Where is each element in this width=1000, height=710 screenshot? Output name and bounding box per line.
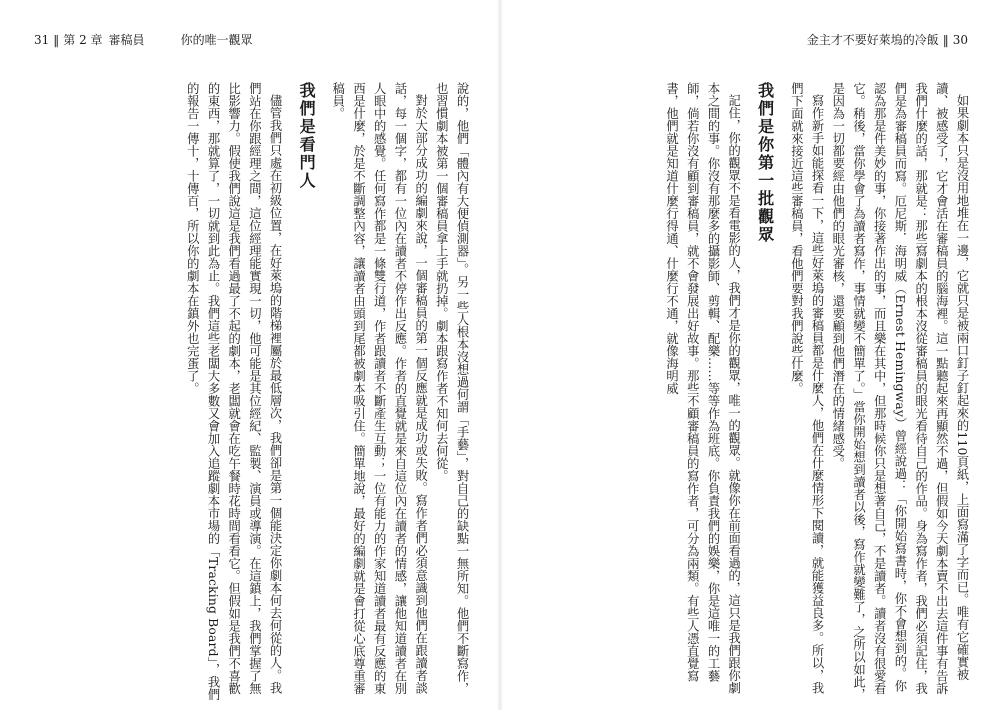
section-heading-first-audience: 我們是你第一批觀眾 — [755, 82, 775, 244]
right-page-body — [570, 82, 972, 702]
chapter-title: 審稿員 — [108, 33, 145, 47]
paragraph: 記住，你的觀眾不是看電影的人，我們才是你的觀眾，唯一的觀眾。就像你在前面看過的，這只是我們跟你劇本之間的事。你沒有那麼多的攝影師、剪輯、配樂……等等作為班底。你負責我們的娛樂，你是這唯一的工藝師，倘若你沒有顧到審稿員，就不會發展出好故事。那些不顧審稿員的寫作者，可分為兩類。有些人憑直覺寫書，他們就是知道什麼行得通、什麼行不通，就像海明威 — [664, 82, 741, 695]
left-page-number: 31 — [34, 33, 50, 47]
left-running-title: 你的唯一觀眾 — [180, 33, 253, 47]
header-separator: ‖ — [942, 33, 949, 47]
left-running-header — [34, 30, 253, 50]
header-separator: ‖ — [53, 33, 60, 47]
right-page-number: 30 — [952, 33, 968, 47]
paragraph: 說的，他們「體內有大便偵測器」。另一些人根本沒想過何謂「手藝」，對自己的缺點一無所知。他們不斷寫作，也習慣劇本被第一個審稿員拿上手就扔掉。劇本跟寫作者不知何去何從。 — [434, 82, 469, 695]
paragraph: 儘管我們只處在初級位置，在好萊塢的階梯裡屬於最低層次，我們卻是第一個能決定你劇本何去何從的人。我們站在你跟經理之間，這位經理能實現一切，他可能是其位經紀、監製、演員或導演。在這鎮上，我們掌握了無比影響力。假使我們說這是我們看過最了不起的劇本，老闆就會在吃午餐時花時間看看它。但假如是我們不喜歡的東西，那就算了，一切就到此為止。我們這些老闆大多數又會加入追蹤劇本市場的「Tracking Board」，我們的報告一傳十，十傳百，所以你的劇本在鎮外也完蛋了。 — [185, 82, 283, 701]
right-page — [500, 0, 1000, 710]
section-heading-gatekeepers: 我們是看門人 — [297, 82, 317, 190]
paragraph: 對於大部分成功的編劇來說，一個審稿員的第一個反應就是成功或失敗。寫作者們必須意識到他們在跟讀者談話，每一個字，都有一位內在讀者不停作出反應。作者的直覺就是來自這位內在讀者的情感，讓他知道讀者在別人眼中的感覺。任何寫作都是一條雙行道，作者跟讀者不斷產生互動；一位有能力的作家知道讀者最有反應的東西是什麼，於是不斷調整內容，讓讀者由頭到尾都被劇本吸引住。簡單地說，最好的編劇就是會打從心底尊重審稿員。 — [330, 82, 428, 695]
left-page-body — [62, 82, 472, 702]
right-running-header — [807, 30, 968, 50]
paragraph: 如果劇本只是沒用地堆在一邊，它就只是被兩口釘子釘起來的110頁紙，上面寫滿了字而已。唯有它確實被讀、被感受了，它才會活在審稿員的腦海裡。這一點聽起來再顯然不過，但假如今天劇本賣不出去這件事有告訴我們什麼的話，那就是：那些寫劇本的根本沒從審稿員的眼光看待自己的作品。身為寫作者，我們必須記住，我們是為審稿員而寫。厄尼斯．海明威（Ernest Hemingway）曾經說過：「你開始寫書時，你不會想到的。你認為那是件美妙的事，你接著作出的事，而且樂在其中，但那時候你只是想著自己，不是讀者。讀者沒有很愛看它。稍後，當你學會了為讀者寫作，事情就變不簡單了。」當你開始想到讀者以後，寫作就變難了，之所以如此，是因為一切都要經由他們的眼光審核，還要顧到他們潛在的情緒感受。 — [830, 82, 969, 701]
paragraph: 寫作新手如能探看一下，這些好萊塢的審稿員都是什麼人，他們在什麼情形下閱讀，就能獲益良多。所以，我們下面就來接近這些審稿員，看他們要對我們說些什麼。 — [789, 82, 825, 695]
chapter-number: 第 2 章 — [63, 33, 103, 47]
book-title: 金主才不要好萊塢的冷飯 — [806, 33, 939, 47]
